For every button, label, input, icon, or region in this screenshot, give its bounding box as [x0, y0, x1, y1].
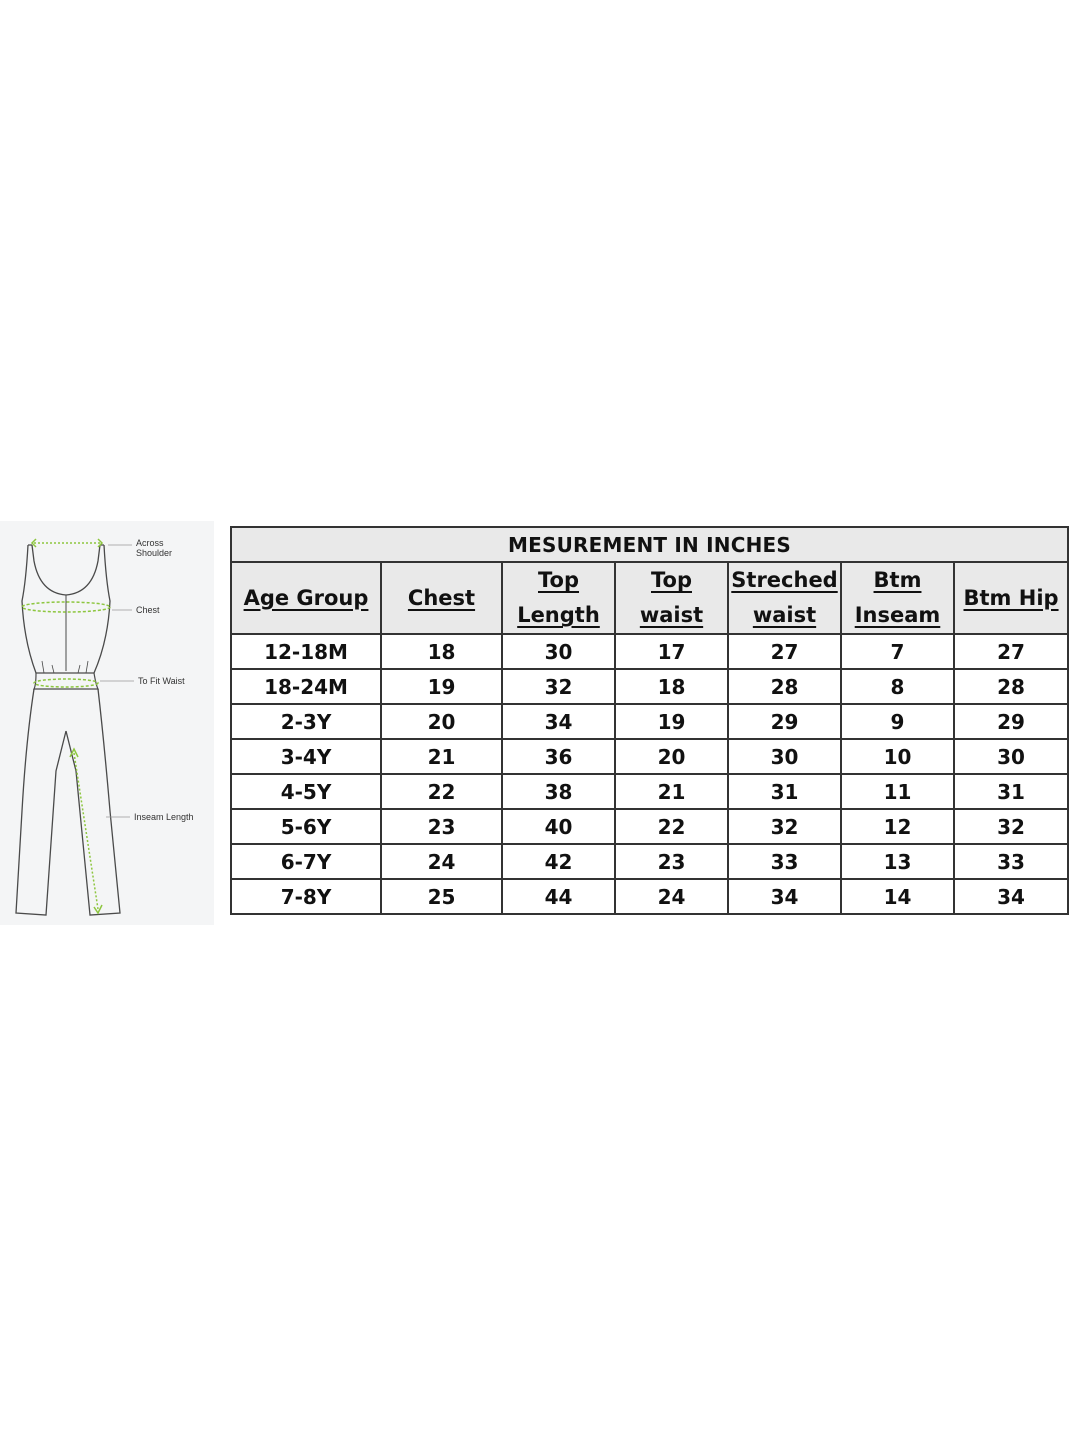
column-header: [615, 562, 728, 634]
age-group-cell: 7-8Y: [231, 879, 381, 914]
age-group-cell: 12-18M: [231, 634, 381, 669]
measurement-cell: 29: [728, 704, 841, 739]
measurement-cell: 24: [615, 879, 728, 914]
age-group-cell: 2-3Y: [231, 704, 381, 739]
measurement-cell: 21: [381, 739, 502, 774]
measurement-cell: 38: [502, 774, 615, 809]
measurement-cell: 23: [615, 844, 728, 879]
measurement-cell: 33: [728, 844, 841, 879]
measurement-cell: 27: [728, 634, 841, 669]
measurement-cell: 32: [728, 809, 841, 844]
table-row: [231, 669, 1068, 704]
column-header: [231, 562, 381, 634]
column-header: [841, 562, 954, 634]
measurement-cell: 18: [615, 669, 728, 704]
jumpsuit-outline: [0, 521, 214, 925]
measurement-cell: 31: [728, 774, 841, 809]
table-row: [231, 844, 1068, 879]
column-header: [381, 562, 502, 634]
jumpsuit-measurement-diagram: [0, 521, 214, 925]
measurement-cell: 19: [381, 669, 502, 704]
measurement-cell: 30: [502, 634, 615, 669]
column-header-text: Age Group: [243, 585, 369, 610]
measurement-cell: 33: [954, 844, 1068, 879]
measurement-cell: 27: [954, 634, 1068, 669]
measurement-cell: 30: [954, 739, 1068, 774]
measurement-cell: 40: [502, 809, 615, 844]
measurement-cell: 34: [502, 704, 615, 739]
measurement-cell: 22: [381, 774, 502, 809]
column-header-text: Btm Hip: [963, 585, 1059, 610]
age-group-cell: 5-6Y: [231, 809, 381, 844]
column-header-text: Top: [538, 568, 579, 592]
measurement-cell: 19: [615, 704, 728, 739]
inseam-measure-line: [74, 753, 98, 909]
column-header: [728, 562, 841, 634]
measurement-cell: 9: [841, 704, 954, 739]
table-row: [231, 739, 1068, 774]
measurement-cell: 13: [841, 844, 954, 879]
measurement-cell: 11: [841, 774, 954, 809]
measurement-cell: 44: [502, 879, 615, 914]
header-row: [231, 562, 1068, 634]
measurement-cell: 36: [502, 739, 615, 774]
column-header-text: waist: [752, 603, 817, 627]
table-row: [231, 774, 1068, 809]
column-header: [502, 562, 615, 634]
measurement-cell: 34: [954, 879, 1068, 914]
measurement-cell: 25: [381, 879, 502, 914]
table-body: [231, 634, 1068, 914]
measurement-cell: 28: [954, 669, 1068, 704]
waist-measure-line: [34, 679, 98, 687]
measurement-cell: 18: [381, 634, 502, 669]
age-group-cell: 4-5Y: [231, 774, 381, 809]
measurement-cell: 32: [954, 809, 1068, 844]
age-group-cell: 18-24M: [231, 669, 381, 704]
table-row: [231, 809, 1068, 844]
table-title: MESUREMENT IN INCHES: [231, 527, 1068, 562]
column-header-text: Streched: [731, 568, 838, 592]
inseam-length-label: Inseam Length: [134, 812, 194, 822]
measurement-cell: 8: [841, 669, 954, 704]
to-fit-waist-label: To Fit Waist: [138, 676, 185, 686]
table-row: [231, 704, 1068, 739]
across-shoulder-label: Across Shoulder: [136, 538, 173, 558]
measurement-cell: 20: [615, 739, 728, 774]
measurement-cell: 30: [728, 739, 841, 774]
measurement-cell: 17: [615, 634, 728, 669]
measurement-cell: 20: [381, 704, 502, 739]
size-chart-table: [230, 526, 1069, 915]
table-row: [231, 879, 1068, 914]
measurement-cell: 28: [728, 669, 841, 704]
age-group-cell: 6-7Y: [231, 844, 381, 879]
measurement-cell: 22: [615, 809, 728, 844]
table-row: [231, 634, 1068, 669]
column-header-text: Length: [517, 603, 600, 627]
measurement-cell: 32: [502, 669, 615, 704]
measurement-cell: 14: [841, 879, 954, 914]
column-header: [954, 562, 1068, 634]
column-header-text: Inseam: [854, 603, 941, 627]
age-group-cell: 3-4Y: [231, 739, 381, 774]
measurement-cell: 21: [615, 774, 728, 809]
column-header-text: Top waist: [639, 568, 704, 627]
chest-label: Chest: [136, 605, 160, 615]
measurement-cell: 10: [841, 739, 954, 774]
measurement-cell: 29: [954, 704, 1068, 739]
measurement-cell: 24: [381, 844, 502, 879]
measurement-cell: 34: [728, 879, 841, 914]
measurement-cell: 42: [502, 844, 615, 879]
column-header-text: Chest: [407, 585, 476, 610]
column-header-text: Btm: [873, 568, 922, 592]
measurement-cell: 31: [954, 774, 1068, 809]
measurement-cell: 23: [381, 809, 502, 844]
measurement-cell: 7: [841, 634, 954, 669]
measurement-cell: 12: [841, 809, 954, 844]
